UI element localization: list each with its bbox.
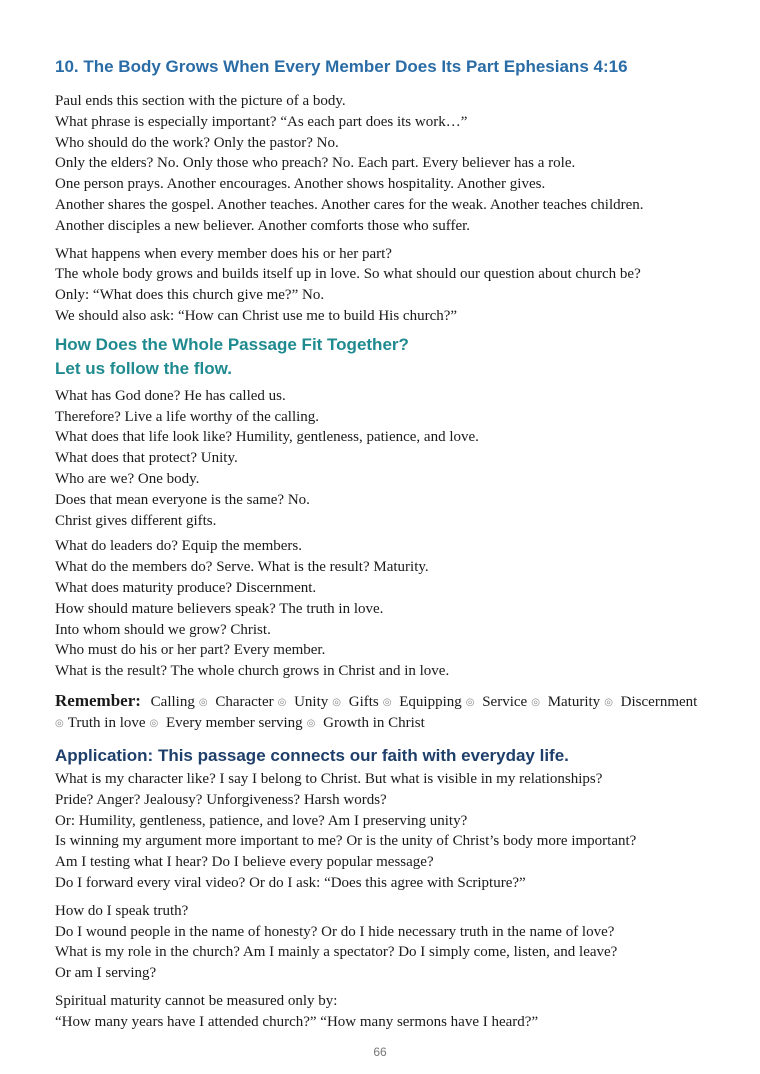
text-line: “How many years have I attended church?” “How many sermons have I heard?” — [55, 1013, 539, 1030]
section2-heading-block — [55, 333, 735, 381]
text-line: Do I forward every viral video? Or do I ask: “Does this agree with Scripture?” — [55, 874, 526, 891]
section1-paragraph-2 — [55, 244, 735, 327]
section-subheading-follow-flow: Let us follow the flow. — [55, 358, 232, 378]
text-line: Only: “What does this church give me?” No. — [55, 287, 325, 304]
remember-item: Unity — [294, 693, 329, 710]
text-line: The whole body grows and builds itself up in love. So what should our question about church be? — [55, 266, 641, 283]
section-heading-application: Application: This passage connects our faith with everyday life. — [55, 745, 569, 765]
section-heading-body-grows: 10. The Body Grows When Every Member Does Its Part Ephesians 4:16 — [55, 57, 628, 76]
page-number: 66 — [373, 1045, 387, 1059]
text-line: Another disciples a new believer. Another comforts those who suffer. — [55, 217, 471, 234]
text-line: What is my character like? I say I belong to Christ. But what is visible in my relationships? — [55, 770, 603, 787]
circle-bullet-icon: ◎ — [306, 717, 316, 729]
text-line: Who must do his or her part? Every member. — [55, 642, 326, 659]
remember-item: Truth in love — [67, 714, 146, 731]
remember-item: Growth in Christ — [323, 714, 425, 731]
text-line: What do leaders do? Equip the members. — [55, 538, 303, 555]
remember-item: Every member serving — [166, 714, 303, 731]
text-line: How do I speak truth? — [55, 902, 189, 919]
document-page — [55, 56, 735, 1032]
text-line: Or: Humility, gentleness, patience, and love? Am I preserving unity? — [55, 812, 468, 829]
text-line: What happens when every member does his or her part? — [55, 245, 392, 262]
text-line: Therefore? Live a life worthy of the calling. — [55, 408, 320, 425]
remember-item: Equipping — [399, 693, 462, 710]
text-line: Does that mean everyone is the same? No. — [55, 491, 310, 508]
text-line: Only the elders? No. Only those who preach? No. Each part. Every believer has a role. — [55, 155, 576, 172]
text-line: How should mature believers speak? The truth in love. — [55, 600, 384, 617]
text-line: Paul ends this section with the picture of a body. — [55, 93, 346, 109]
text-line: Is winning my argument more important to me? Or is the unity of Christ’s body more important? — [55, 833, 637, 850]
remember-summary — [55, 690, 735, 734]
circle-bullet-icon: ◎ — [149, 717, 159, 729]
remember-label: Remember: — [55, 690, 141, 710]
section1-paragraph-1 — [55, 91, 735, 237]
text-line: Do I wound people in the name of honesty? Or do I hide necessary truth in the name of love? — [55, 923, 615, 940]
remember-item: Maturity — [547, 693, 601, 710]
circle-bullet-icon: ◎ — [55, 717, 64, 729]
text-line: Pride? Anger? Jealousy? Unforgiveness? Harsh words? — [55, 791, 387, 808]
circle-bullet-icon: ◎ — [465, 696, 475, 708]
circle-bullet-icon: ◎ — [531, 696, 540, 708]
section2-paragraph-2 — [55, 536, 735, 682]
remember-item: Gifts — [348, 693, 379, 710]
text-line: We should also ask: “How can Christ use me to build His church?” — [55, 307, 458, 324]
text-line: What does that protect? Unity. — [55, 450, 238, 467]
circle-bullet-icon: ◎ — [604, 696, 613, 708]
text-line: Am I testing what I hear? Do I believe every popular message? — [55, 854, 434, 871]
circle-bullet-icon: ◎ — [198, 696, 208, 708]
text-line: Who are we? One body. — [55, 470, 200, 487]
text-line: What is my role in the church? Am I mainly a spectator? Do I simply come, listen, and leave? — [55, 944, 618, 961]
text-line: What does maturity produce? Discernment. — [55, 579, 317, 596]
circle-bullet-icon: ◎ — [382, 696, 392, 708]
text-line: Into whom should we grow? Christ. — [55, 621, 271, 638]
remember-item: Calling — [150, 693, 195, 710]
text-line: Spiritual maturity cannot be measured only by: — [55, 992, 338, 1009]
text-line: What is the result? The whole church grows in Christ and in love. — [55, 663, 450, 680]
circle-bullet-icon: ◎ — [332, 696, 341, 708]
circle-bullet-icon: ◎ — [277, 696, 287, 708]
text-line: What has God done? He has called us. — [55, 387, 286, 404]
section2-paragraph-1 — [55, 386, 735, 532]
section3-paragraph-1 — [55, 769, 735, 894]
text-line: What do the members do? Serve. What is the result? Maturity. — [55, 559, 429, 576]
section-heading-passage-fit: How Does the Whole Passage Fit Together? — [55, 334, 409, 354]
section3-paragraph-3 — [55, 991, 735, 1033]
text-line: What phrase is especially important? “As each part does its work…” — [55, 113, 468, 130]
text-line: What does that life look like? Humility, gentleness, patience, and love. — [55, 429, 479, 446]
remember-item: Character — [215, 693, 274, 710]
remember-item: Discernment — [620, 693, 698, 710]
text-line: Another shares the gospel. Another teaches. Another cares for the weak. Another teaches children. — [55, 196, 644, 213]
text-line: Christ gives different gifts. — [55, 512, 217, 529]
text-line: One person prays. Another encourages. Another shows hospitality. Another gives. — [55, 176, 546, 193]
text-line: Or am I serving? — [55, 965, 157, 982]
text-line: Who should do the work? Only the pastor? No. — [55, 134, 339, 151]
section3-paragraph-2 — [55, 901, 735, 984]
remember-item: Service — [482, 693, 528, 710]
